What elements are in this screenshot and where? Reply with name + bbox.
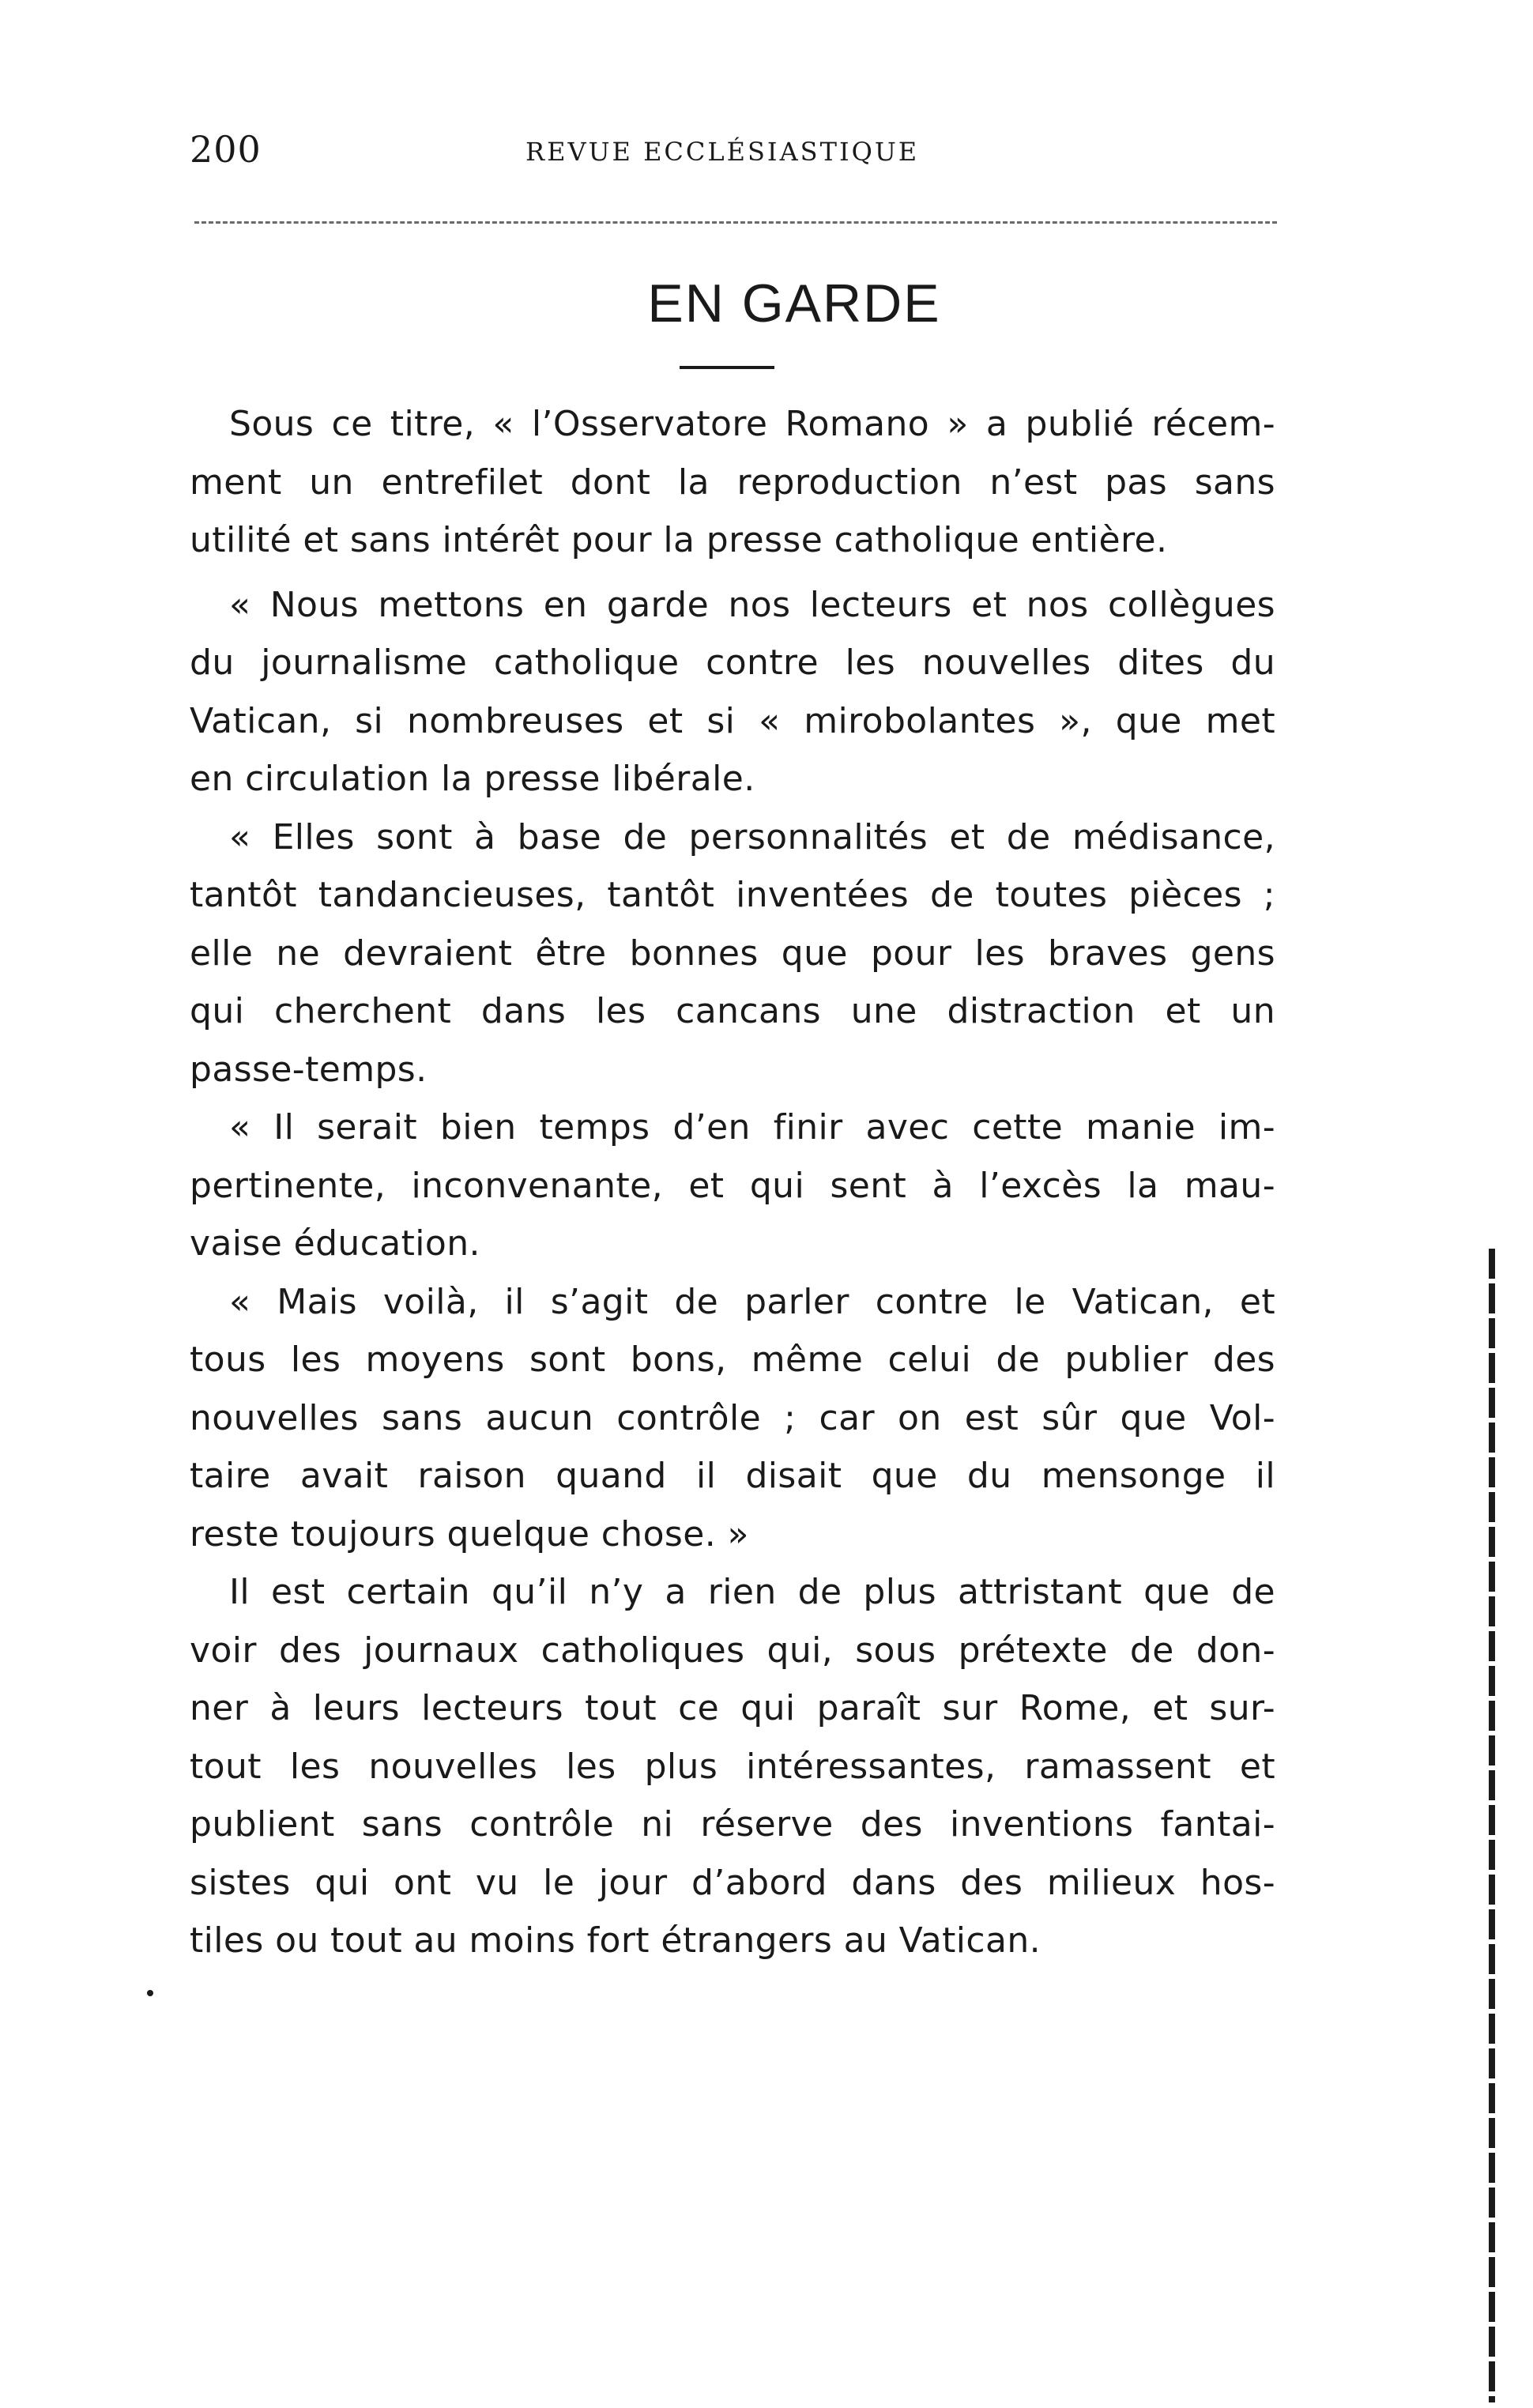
text-line: pertinente, inconvenante, et qui sent à l’excès la mau- <box>190 1165 1275 1206</box>
text-line: en circulation la presse libérale. <box>190 759 755 799</box>
text-line: tout les nouvelles les plus intéressantes, ramassent et <box>190 1746 1275 1787</box>
text-line: Il est certain qu’il n’y a rien de plus attristant que de <box>229 1572 1275 1612</box>
text-line: tantôt tandancieuses, tantôt inventées de toutes pièces ; <box>190 875 1275 915</box>
paragraph <box>190 395 1275 570</box>
paragraph <box>190 1098 1275 1273</box>
text-line: qui cherchent dans les cancans une distraction et un <box>190 991 1275 1031</box>
text-line: reste toujours quelque chose. » <box>190 1513 749 1554</box>
text-line: du journalisme catholique contre les nouvelles dites du <box>190 643 1275 683</box>
text-line: sistes qui ont vu le jour d’abord dans des milieux hos- <box>190 1862 1275 1903</box>
text-line: Sous ce titre, « l’Osservatore Romano » a publié récem- <box>229 404 1275 444</box>
text-line: tiles ou tout au moins fort étrangers au Vatican. <box>190 1920 1041 1961</box>
page-number: 200 <box>190 128 262 171</box>
text-line: Vatican, si nombreuses et si « mirobolantes », que met <box>190 700 1275 741</box>
text-line: « Il serait bien temps d’en finir avec cette manie im- <box>229 1107 1275 1147</box>
article-title: EN GARDE <box>647 273 941 334</box>
page-edge-bar <box>1489 1249 1495 2402</box>
text-line: « Elles sont à base de personnalités et de médisance, <box>229 816 1275 857</box>
paragraph <box>190 576 1275 808</box>
text-line: elle ne devraient être bonnes que pour les braves gens <box>190 933 1275 974</box>
text-line: tous les moyens sont bons, même celui de publier des <box>190 1340 1275 1380</box>
text-line: taire avait raison quand il disait que du mensonge il <box>190 1456 1275 1496</box>
text-line: « Mais voilà, il s’agit de parler contre le Vatican, et <box>229 1281 1275 1322</box>
text-line: voir des journaux catholiques qui, sous prétexte de don- <box>190 1630 1275 1671</box>
text-line: ner à leurs lecteurs tout ce qui paraît sur Rome, et sur- <box>190 1688 1275 1728</box>
text-line: « Nous mettons en garde nos lecteurs et nos collègues <box>229 584 1275 625</box>
text-line: vaise éducation. <box>190 1223 480 1264</box>
paragraph <box>190 808 1275 1099</box>
text-line: nouvelles sans aucun contrôle ; car on est sûr que Vol- <box>190 1397 1275 1438</box>
running-head: REVUE ECCLÉSIASTIQUE <box>525 137 920 167</box>
margin-dot <box>147 1990 153 1996</box>
paragraph <box>190 1273 1275 1564</box>
article-body <box>190 395 1275 1970</box>
text-line: ment un entrefilet dont la reproduction n’est pas sans <box>190 462 1275 503</box>
text-line: utilité et sans intérêt pour la presse catholique entière. <box>190 520 1168 560</box>
text-line: passe-temps. <box>190 1049 428 1090</box>
paragraph <box>190 1563 1275 1970</box>
header-rule <box>194 221 1277 224</box>
text-line: publient sans contrôle ni réserve des inventions fantai- <box>190 1804 1275 1845</box>
title-rule <box>680 366 774 369</box>
